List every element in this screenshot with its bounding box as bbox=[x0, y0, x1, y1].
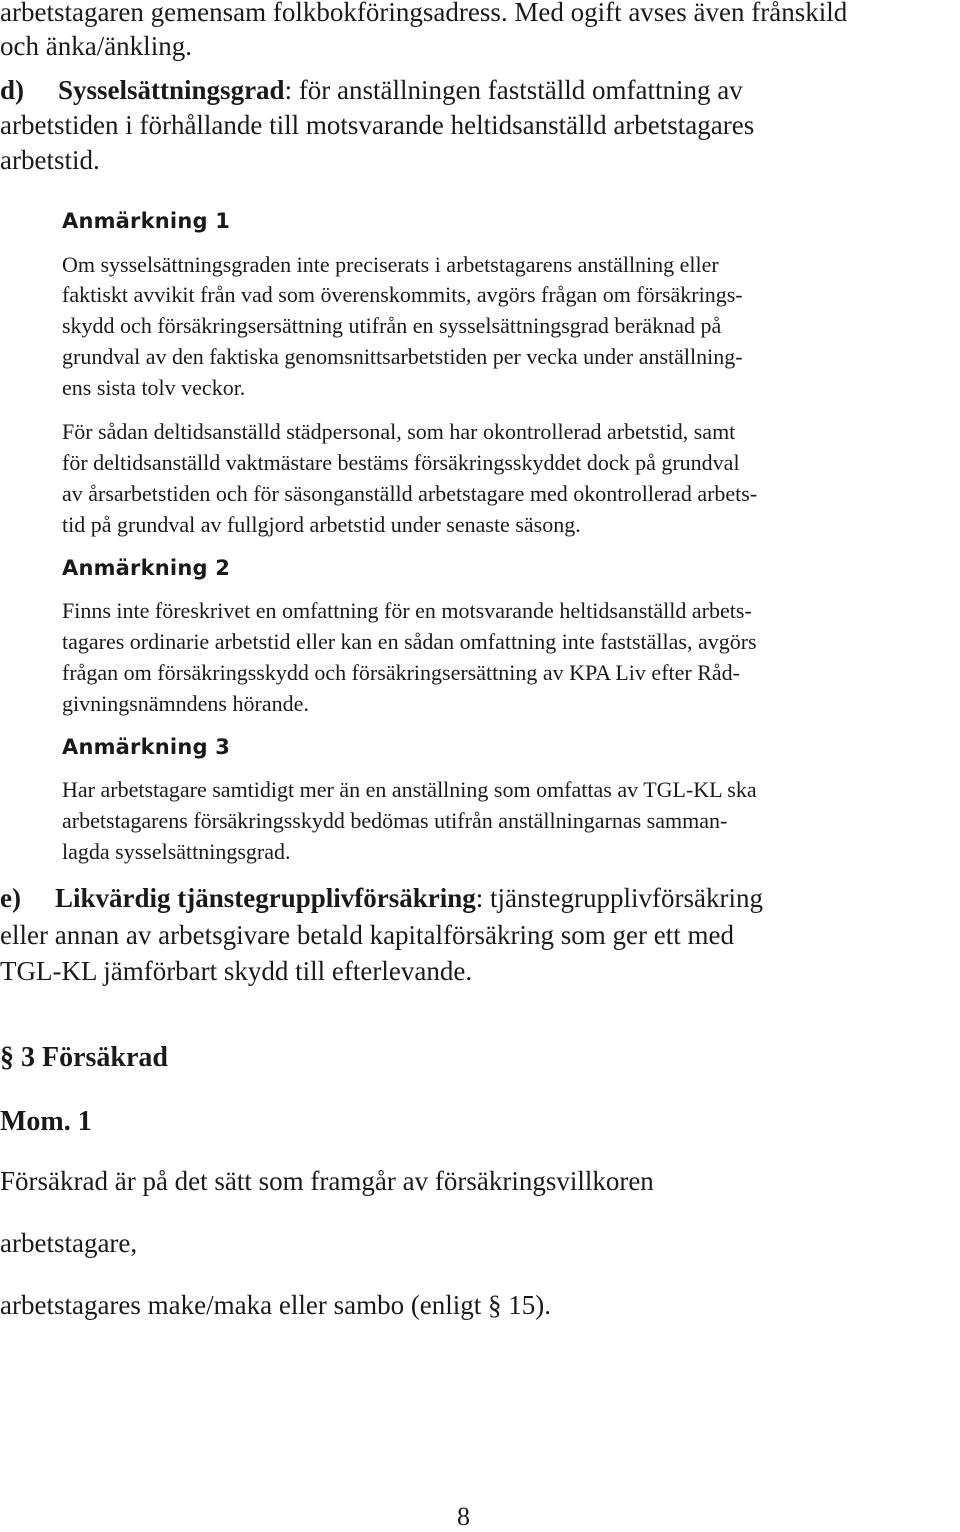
note-1-para-1-line: Om sysselsättningsgraden inte preciserats i arbetstagarens anställning eller bbox=[62, 252, 719, 277]
note-1-para-1-line: skydd och försäkringsersättning utifrån en sysselsättningsgrad beräknad på bbox=[62, 313, 722, 338]
item-e-term: Likvärdig tjänstegrupplivförsäkring bbox=[54, 883, 476, 913]
item-e-line-2: eller annan av arbetsgivare betald kapitalförsäkring som ger ett med bbox=[0, 920, 734, 950]
note-2-para-line: tagares ordinarie arbetstid eller kan en sådan omfattning inte fastställas, avgörs bbox=[62, 629, 757, 654]
note-1-heading: Anmärkning 1 bbox=[62, 209, 231, 233]
mom-1-heading: Mom. 1 bbox=[0, 1106, 92, 1137]
item-d-line-1 bbox=[0, 72, 743, 109]
section-3-line-1: Försäkrad är på det sätt som framgår av försäkringsvillkoren bbox=[0, 1166, 654, 1196]
note-2-heading: Anmärkning 2 bbox=[62, 556, 231, 580]
note-3-para-line: Har arbetstagare samtidigt mer än en anställning som omfattas av TGL-KL ska bbox=[62, 777, 757, 802]
note-3-para-line: arbetstagarens försäkringsskydd bedömas utifrån anställningarnas samman- bbox=[62, 808, 728, 833]
note-2-para-line: Finns inte föreskrivet en omfattning för en motsvarande heltidsanställd arbets- bbox=[62, 598, 752, 623]
section-3-line-2: arbetstagare, bbox=[0, 1228, 138, 1258]
item-e-marker: e) bbox=[0, 883, 21, 913]
note-1-para-2-line: av årsarbetstiden och för säsonganställd arbetstagare med okontrollerad arbets- bbox=[62, 481, 758, 506]
note-1-para-1-line: faktiskt avvikit från vad som överenskommits, avgörs frågan om försäkrings- bbox=[62, 282, 743, 307]
note-1-para-2-line: för deltidsanställd vaktmästare bestäms försäkringsskyddet dock på grundval bbox=[62, 450, 740, 475]
item-e-line-1 bbox=[0, 880, 763, 917]
item-d-term: Sysselsättningsgrad bbox=[58, 75, 285, 105]
note-3-para-line: lagda sysselsättningsgrad. bbox=[62, 839, 291, 864]
item-d-line-3: arbetstid. bbox=[0, 145, 100, 175]
note-2-para-line: frågan om försäkringsskydd och försäkringsersättning av KPA Liv efter Råd- bbox=[62, 660, 740, 685]
section-3-line-3: arbetstagares make/maka eller sambo (enligt § 15). bbox=[0, 1290, 552, 1320]
item-d-rest: : för anställningen fastställd omfattning av bbox=[284, 75, 743, 105]
intro-line-2: och änka/änkling. bbox=[0, 31, 192, 61]
item-e-line-3: TGL-KL jämförbart skydd till efterlevande. bbox=[0, 956, 473, 986]
item-d-line-2: arbetstiden i förhållande till motsvarande heltidsanställd arbetstagares bbox=[0, 110, 755, 140]
note-1-para-2-line: tid på grundval av fullgjord arbetstid under senaste säsong. bbox=[62, 512, 581, 537]
page-number: 8 bbox=[457, 1502, 470, 1531]
note-1-para-2-line: För sådan deltidsanställd städpersonal, som har okontrollerad arbetstid, samt bbox=[62, 419, 736, 444]
note-1-para-1-line: grundval av den faktiska genomsnittsarbetstiden per vecka under anställning- bbox=[62, 344, 743, 369]
intro-line-1: arbetstagaren gemensam folkbokföringsadress. Med ogift avses även frånskild bbox=[0, 0, 848, 27]
note-1-para-1-line: ens sista tolv veckor. bbox=[62, 375, 246, 400]
item-d-marker: d) bbox=[0, 75, 25, 105]
note-3-heading: Anmärkning 3 bbox=[62, 735, 231, 759]
note-2-para-line: givningsnämndens hörande. bbox=[62, 691, 309, 716]
item-e-rest: : tjänstegrupplivförsäkring bbox=[475, 883, 763, 913]
section-3-heading: § 3 Försäkrad bbox=[0, 1042, 168, 1073]
